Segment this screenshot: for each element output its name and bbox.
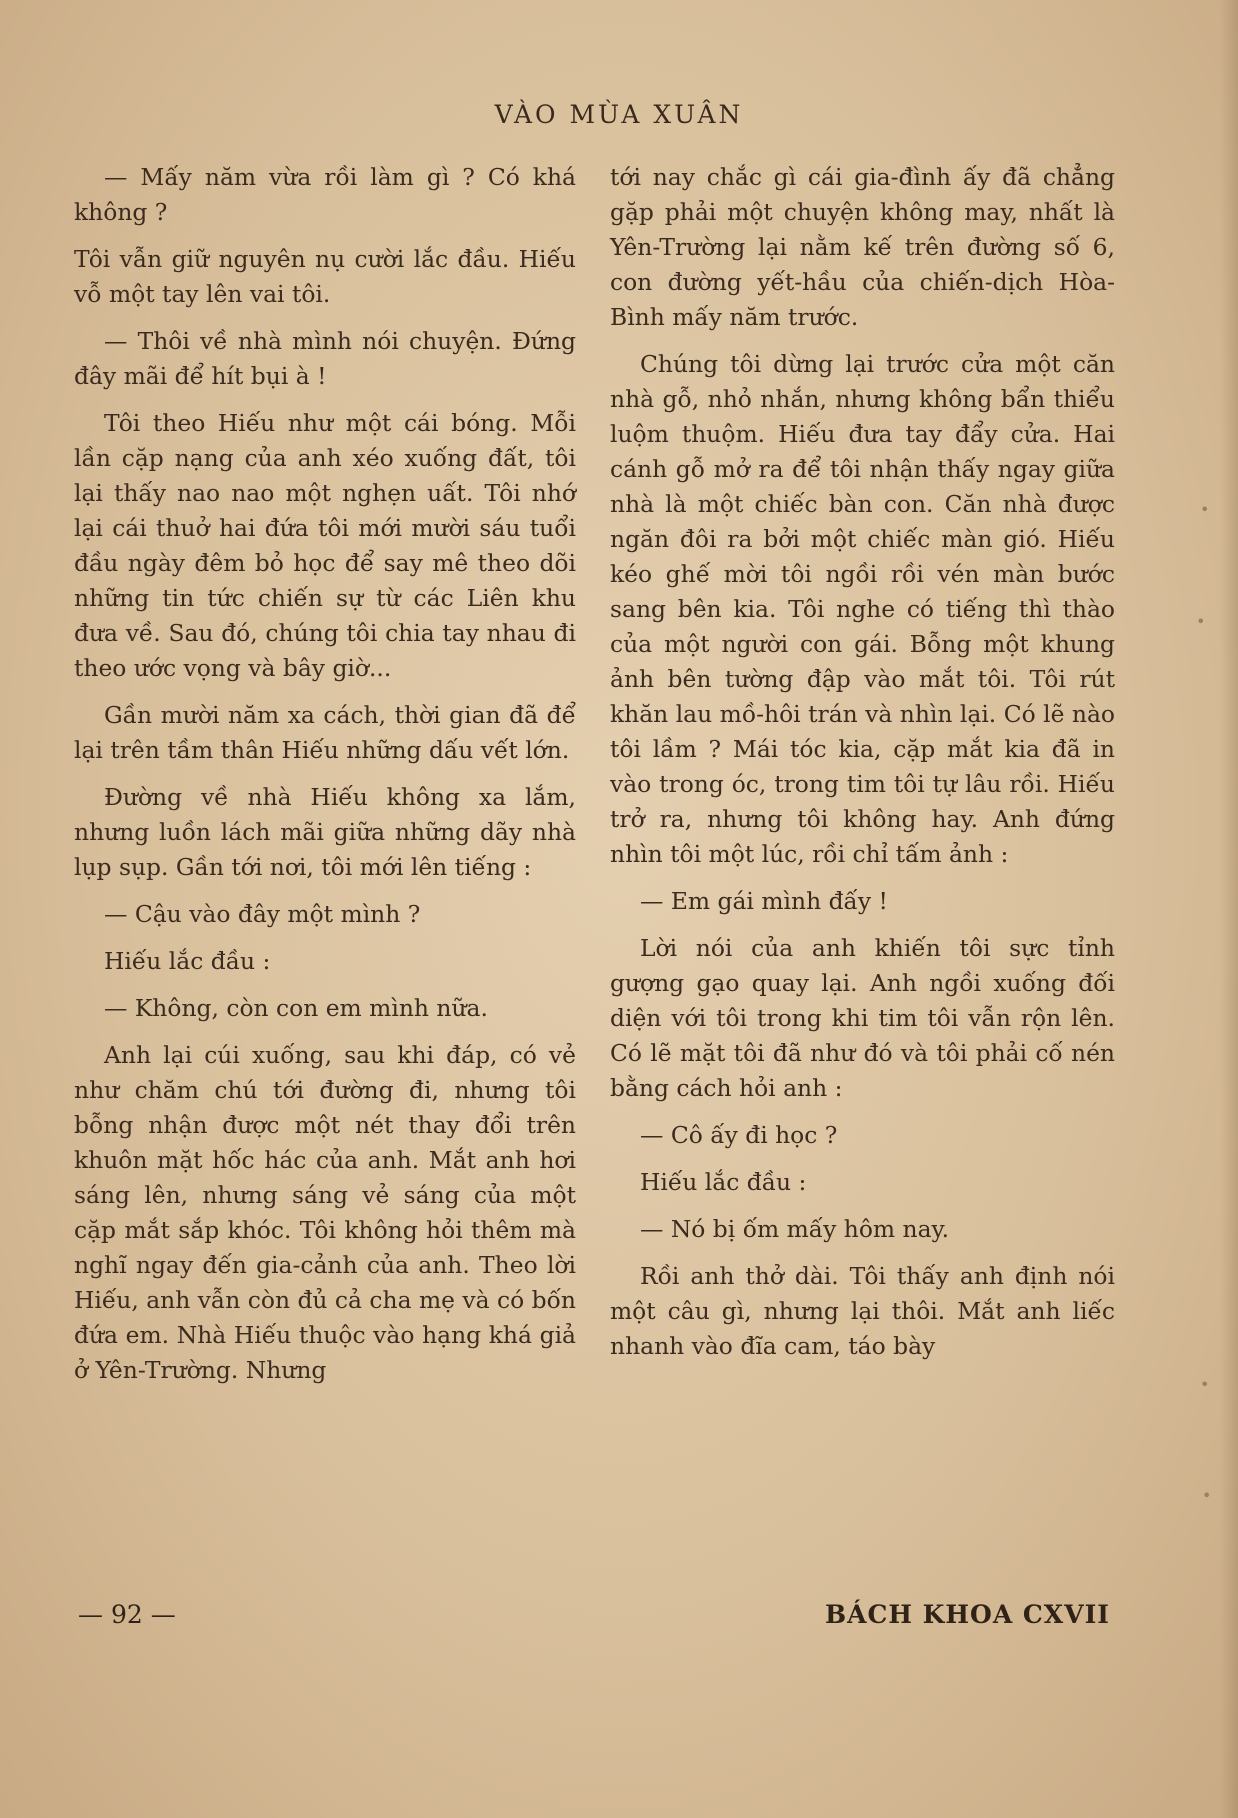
page-edge-shadow — [1220, 0, 1238, 1818]
right-paragraph: Rồi anh thở dài. Tôi thấy anh định nói một câu gì, nhưng lại thôi. Mắt anh liếc nhanh vào đĩa cam, táo bày — [610, 1262, 1115, 1360]
right-paragraph: Hiếu lắc đầu : — [640, 1168, 807, 1196]
right-column — [610, 160, 1115, 1376]
right-paragraph: Lời nói của anh khiến tôi sực tỉnh gượng gạo quay lại. Anh ngồi xuống đối diện với tôi trong khi tim tôi vẫn rộn lên. Có lẽ mặt tôi đã như đó và tôi phải cố nén bằng cách hỏi anh : — [610, 934, 1115, 1102]
left-column — [74, 160, 576, 1400]
left-paragraph: — Không, còn con em mình nữa. — [104, 994, 488, 1022]
left-paragraph: — Cậu vào đây một mình ? — [104, 900, 421, 928]
right-paragraph: — Cô ấy đi học ? — [640, 1121, 838, 1149]
left-paragraph: Đường về nhà Hiếu không xa lắm, nhưng luồn lách mãi giữa những dãy nhà lụp sụp. Gần tới nơi, tôi mới lên tiếng : — [74, 783, 576, 881]
left-paragraph: Tôi vẫn giữ nguyên nụ cười lắc đầu. Hiếu vỗ một tay lên vai tôi. — [74, 245, 576, 308]
right-paragraph: Chúng tôi dừng lại trước cửa một căn nhà gỗ, nhỏ nhắn, nhưng không bẩn thiểu luộm thuộm. Hiếu đưa tay đẩy cửa. Hai cánh gỗ mở ra để tôi nhận thấy ngay giữa nhà là một chiếc bàn con. Căn nhà được ngăn đôi ra bởi một chiếc màn gió. Hiếu kéo ghế mời tôi ngồi rồi vén màn bước sang bên kia. Tôi nghe có tiếng thì thào của một người con gái. Bỗng một khung ảnh bên tường đập vào mắt tôi. Tôi rút khăn lau mồ-hôi trán và nhìn lại. Có lẽ nào tôi lầm ? Mái tóc kia, cặp mắt kia đã in vào trong óc, trong tim tôi tự lâu rồi. Hiếu trở ra, nhưng tôi không hay. Anh đứng nhìn tôi một lúc, rồi chỉ tấm ảnh : — [610, 350, 1115, 868]
left-paragraph: Hiếu lắc đầu : — [104, 947, 271, 975]
left-paragraph: — Thôi về nhà mình nói chuyện. Đứng đây mãi để hít bụi à ! — [74, 327, 576, 390]
page-number: — 92 — — [78, 1600, 176, 1629]
paper-speck: • — [1200, 1375, 1210, 1394]
left-paragraph: Gần mười năm xa cách, thời gian đã để lại trên tầm thân Hiếu những dấu vết lớn. — [74, 701, 576, 764]
right-paragraph: — Nó bị ốm mấy hôm nay. — [640, 1215, 950, 1243]
paper-speck: • — [1196, 612, 1206, 631]
right-paragraph: tới nay chắc gì cái gia-đình ấy đã chẳng gặp phải một chuyện không may, nhất là Yên-Trường lại nằm kế trên đường số 6, con đường yết-hầu của chiến-dịch Hòa-Bình mấy năm trước. — [610, 163, 1115, 331]
journal-name: BÁCH KHOA CXVII — [824, 1600, 1110, 1629]
left-paragraph: — Mấy năm vừa rồi làm gì ? Có khá không ? — [74, 163, 576, 226]
paper-speck: • — [1202, 1486, 1212, 1505]
right-paragraph: — Em gái mình đấy ! — [640, 887, 888, 915]
running-title: VÀO MÙA XUÂN — [494, 100, 744, 129]
left-paragraph: Anh lại cúi xuống, sau khi đáp, có vẻ như chăm chú tới đường đi, nhưng tôi bỗng nhận được một nét thay đổi trên khuôn mặt hốc hác của anh. Mắt anh hơi sáng lên, nhưng sáng vẻ sáng của một cặp mắt sắp khóc. Tôi không hỏi thêm mà nghĩ ngay đến gia-cảnh của anh. Theo lời Hiếu, anh vẫn còn đủ cả cha mẹ và có bốn đứa em. Nhà Hiếu thuộc vào hạng khá giả ở Yên-Trường. Nhưng — [74, 1041, 576, 1384]
left-paragraph: Tôi theo Hiếu như một cái bóng. Mỗi lần cặp nạng của anh xéo xuống đất, tôi lại thấy nao nao một nghẹn uất. Tôi nhớ lại cái thuở hai đứa tôi mới mười sáu tuổi đầu ngày đêm bỏ học để say mê theo dõi những tin tức chiến sự từ các Liên khu đưa về. Sau đó, chúng tôi chia tay nhau đi theo ước vọng và bây giờ... — [74, 409, 576, 682]
paper-speck: • — [1200, 500, 1210, 519]
